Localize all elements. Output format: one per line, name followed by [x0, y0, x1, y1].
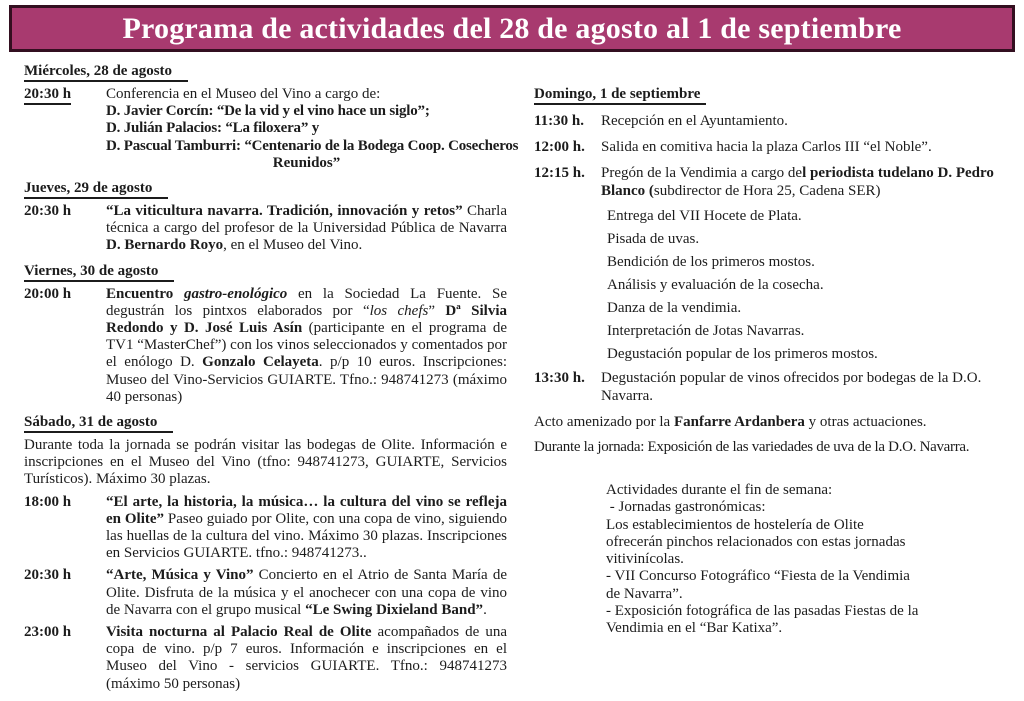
event-time: [24, 286, 106, 406]
event-paragraph: [106, 86, 507, 103]
text-line: Degustación popular de los primeros mostos.: [607, 346, 878, 362]
text-run: Dª Silvia Redondo y D. José Luis Asín: [106, 302, 507, 337]
day-heading-text: Jueves, 29 de agosto: [24, 180, 168, 199]
event-description: [601, 138, 1014, 156]
event-paragraph: [601, 164, 1014, 200]
text-run: gastro-enológico: [183, 285, 288, 302]
text-run: Reunidos”: [272, 154, 341, 171]
event-paragraph: [106, 203, 507, 255]
event-paragraph: [106, 494, 507, 563]
text-run: “El arte, la historia, la música… la cultura del vino se refleja en Olite”: [106, 493, 507, 527]
event-description: [106, 624, 507, 693]
text-run: Recepción en el Ayuntamiento.: [601, 113, 788, 129]
event-paragraph: [106, 103, 507, 120]
event-time: [24, 494, 106, 563]
event-description: [106, 494, 507, 563]
event-time: [24, 624, 106, 693]
text-line: - Jornadas gastronómicas:: [606, 499, 766, 516]
content-area: [0, 52, 1024, 698]
event-sabado-2300: [24, 624, 507, 693]
day-heading-miercoles: [24, 63, 507, 80]
event-sabado-2030: [24, 567, 507, 619]
title-banner: [9, 5, 1015, 52]
text-line: Pisada de uvas.: [607, 231, 700, 247]
day-heading-viernes: [24, 263, 507, 280]
text-run: Concierto en el Atrio de Santa María de Olite. Disfruta de la música y el anochecer con una copa de vino de Navarra con el grupo musical: [106, 567, 507, 618]
program-document-page: [0, 5, 1024, 698]
text-line: Bendición de los primeros mostos.: [607, 254, 815, 270]
event-time: 13:30 h.: [534, 370, 585, 386]
text-run: D. Julián Palacios: “La filoxera” y: [106, 120, 319, 137]
closing-paragraphs: [534, 413, 1014, 456]
page-title: Programa de actividades del 28 de agosto al 1 de septiembre: [122, 11, 902, 45]
event-description: [106, 286, 507, 406]
text-line: Actividades durante el fin de semana:: [606, 482, 833, 498]
weekend-activities-block: [606, 482, 998, 638]
event-sabado-1800: [24, 494, 507, 563]
text-run: .: [483, 601, 487, 618]
day-heading-text: Domingo, 1 de septiembre: [534, 86, 706, 105]
event-domingo-1330: [534, 369, 1014, 405]
text-run: Durante toda la jornada se podrán visitar las bodegas de Olite. Información e inscripciones en el Museo del Vino (tfno: 948741273, GUIARTE, Servicios Turísticos). Máximo 30 plazas.: [24, 437, 507, 488]
event-description: [601, 369, 1014, 405]
text-run: Salida en comitiva hacia la plaza Carlos III “el Noble”.: [601, 139, 932, 155]
text-line: Análisis y evaluación de la cosecha.: [607, 277, 824, 293]
event-paragraph: [106, 567, 507, 619]
sabado-intro-paragraph: [24, 437, 507, 489]
event-time-text: 18:00 h: [24, 493, 72, 510]
event-time-text: 20:30 h: [24, 86, 71, 105]
text-run: “La viticultura navarra. Tradición, innovación y retos”: [106, 203, 463, 220]
event-time-text: 20:30 h: [24, 203, 72, 220]
text-run: . p/p 10 euros. Inscripciones: Museo del Vino-Servicios GUIARTE. Tfno.: 948741273 (máximo 40 personas): [106, 354, 507, 405]
text-run: los chefs: [369, 302, 429, 319]
text-run: , en el Museo del Vino.: [223, 237, 363, 254]
text-run: Fanfarre Ardanbera: [673, 414, 805, 430]
text-run: Charla técnica a cargo del profesor de la Universidad Pública de Navarra: [106, 203, 508, 237]
text-run: Visita nocturna al Palacio Real de Olite: [106, 624, 372, 641]
event-paragraph: [601, 369, 1014, 405]
text-run: l periodista tudelano D. Pedro Blanco (: [601, 165, 994, 199]
text-line: - VII Concurso Fotográfico “Fiesta de la Vendimia: [606, 568, 910, 585]
event-domingo-1200: [534, 138, 1014, 156]
text-run: Acto amenizado por la: [534, 414, 674, 430]
day-heading-jueves: [24, 180, 507, 197]
text-line: Entrega del VII Hocete de Plata.: [607, 208, 802, 224]
text-run: D. Javier Corcín: “De la vid y el vino hace un siglo”;: [106, 103, 430, 120]
event-time: [24, 567, 106, 619]
right-column: [534, 86, 1014, 698]
text-run: Gonzalo Celayeta: [202, 354, 319, 371]
text-run: Pregón de la Vendimia a cargo de: [601, 165, 803, 181]
closing-paragraph: [534, 438, 1014, 456]
event-description: [601, 112, 1014, 130]
text-run: ”: [428, 302, 446, 319]
text-line: Danza de la vendimia.: [607, 300, 742, 316]
day-heading-domingo: [534, 86, 1014, 103]
text-run: Degustación popular de vinos ofrecidos por bodegas de la D.O. Navarra.: [601, 370, 982, 404]
day-heading-text: Miércoles, 28 de agosto: [24, 63, 188, 82]
event-paragraph: [106, 120, 507, 137]
text-run: D. Pascual Tamburri: “Centenario de la Bodega Coop. Cosecheros: [106, 137, 519, 154]
event-time: 12:00 h.: [534, 139, 585, 155]
text-run: Durante la jornada: Exposición de las variedades de uva de la D.O. Navarra.: [534, 439, 970, 455]
event-time: 11:30 h.: [534, 113, 585, 129]
closing-paragraph: [534, 413, 1014, 431]
event-time-text: 23:00 h: [24, 624, 72, 641]
text-run: en la Sociedad La Fuente. Se degustrán los pintxos elaborados por “: [106, 285, 507, 319]
text-line: ofrecerán pinchos relacionados con estas jornadas: [606, 533, 906, 550]
event-time: 12:15 h.: [534, 165, 585, 181]
event-description: [106, 203, 507, 255]
event-paragraph: [601, 138, 1014, 156]
day-heading-text: Sábado, 31 de agosto: [24, 414, 173, 433]
text-line: Interpretación de Jotas Navarras.: [607, 323, 805, 339]
text-line: vitivinícolas.: [606, 551, 684, 568]
event-domingo-1130: [534, 112, 1014, 130]
event-domingo-1215: [534, 164, 1014, 200]
text-run: D. Bernardo Royo: [106, 237, 224, 254]
event-miercoles-2030: [24, 86, 519, 172]
text-run: acompañados de una copa de vino. p/p 7 euros. Información e inscripciones en el Museo del Vino - servicios GUIARTE. Tfno.: 948741273 (máximo 50 personas): [106, 624, 507, 692]
event-time-text: 20:00 h: [24, 285, 72, 302]
day-heading-sabado: [24, 414, 507, 431]
event-paragraph: [106, 624, 507, 693]
text-run: “Le Swing Dixieland Band”: [305, 601, 484, 618]
text-run: y otras actuaciones.: [804, 414, 927, 430]
day-heading-text: Viernes, 30 de agosto: [24, 263, 174, 282]
text-run: subdirector de Hora 25, Cadena SER): [653, 183, 881, 199]
text-run: “Arte, Música y Vino”: [106, 567, 254, 584]
event-paragraph: [106, 286, 507, 406]
event-description: [106, 86, 519, 172]
event-time-text: 20:30 h: [24, 567, 72, 584]
ceremony-items-list: [607, 208, 1014, 362]
text-run: Encuentro: [106, 285, 184, 302]
text-line: Vendimia en el “Bar Katixa”.: [606, 620, 783, 637]
event-paragraph: [106, 155, 507, 172]
event-paragraph: [106, 137, 519, 155]
left-column: [24, 60, 519, 698]
text-run: Paseo guiado por Olite, con una copa de vino, siguiendo las huellas de la cultura del vino. Máximo 30 plazas. Inscripciones en Servicios GUIARTE. tfno.: 948741273..: [106, 510, 507, 562]
text-line: - Exposición fotográfica de las pasadas Fiestas de la: [606, 603, 919, 620]
text-line: Los establecimientos de hostelería de Olite: [606, 516, 864, 533]
text-run: (participante en el programa de TV1 “MasterChef”) con los vinos seleccionados y comentados por el enólogo D.: [106, 320, 507, 371]
event-viernes-2000: [24, 286, 507, 406]
event-jueves-2030: [24, 203, 507, 255]
event-description: [106, 567, 507, 619]
event-time: [24, 203, 106, 255]
event-description: [601, 164, 1014, 200]
text-run: Conferencia en el Museo del Vino a cargo de:: [106, 86, 381, 102]
text-line: de Navarra”.: [606, 585, 683, 602]
event-time: [24, 86, 106, 172]
event-paragraph: [601, 112, 1014, 130]
